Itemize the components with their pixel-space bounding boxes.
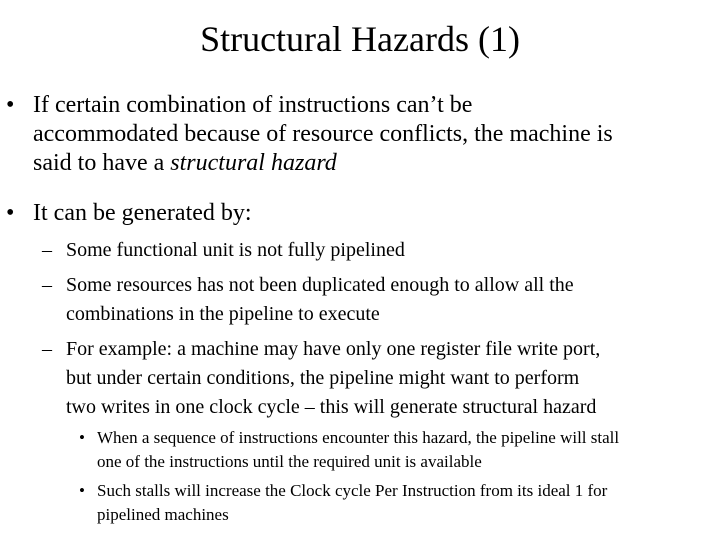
sub-bullet-text [66, 271, 720, 329]
bullet-marker: • [79, 428, 85, 447]
sub-bullet-line: combinations in the pipeline to execute [66, 303, 380, 325]
sub-bullet-resources-duplicated [0, 271, 720, 329]
sub-sub-bullet-text [97, 426, 720, 474]
bullet-line: accommodated because of resource conflicts, the machine is [33, 121, 613, 147]
sub-bullet-line: but under certain conditions, the pipeline might want to perform [66, 367, 580, 389]
sub-bullet-line: Some resources has not been duplicated enough to allow all the [66, 274, 574, 296]
bullet-line: It can be generated by: [33, 200, 252, 226]
bullet-text [33, 91, 720, 178]
bullet-line: If certain combination of instructions can’t be [33, 92, 473, 118]
dash-marker: – [42, 338, 52, 360]
sub-sub-bullet-line: Such stalls will increase the Clock cycle Per Instruction from its ideal 1 for [97, 481, 608, 500]
sub-sub-bullet-cpi [0, 479, 720, 527]
bullet-marker: • [6, 200, 15, 226]
sub-sub-bullet-line: When a sequence of instructions encounter this hazard, the pipeline will stall [97, 428, 620, 447]
sub-bullet-example [0, 335, 720, 422]
bullet-marker: • [6, 92, 15, 118]
sub-bullet-text [66, 335, 720, 422]
structural-hazard-term: structural hazard [170, 150, 337, 176]
sub-bullet-functional-unit [0, 236, 720, 265]
bullet-resource-conflicts [0, 91, 720, 178]
sub-sub-bullet-stall [0, 426, 720, 474]
sub-bullet-text [66, 236, 720, 265]
sub-bullet-line: For example: a machine may have only one register file write port, [66, 338, 601, 360]
dash-marker: – [42, 239, 52, 261]
sub-bullet-line: two writes in one clock cycle – this will generate structural hazard [66, 396, 597, 418]
sub-bullet-line: Some functional unit is not fully pipelined [66, 239, 405, 261]
bullet-generated-by [0, 199, 720, 228]
sub-sub-bullet-line: pipelined machines [97, 505, 229, 524]
bullet-marker: • [79, 481, 85, 500]
bullet-line-prefix: said to have a [33, 150, 171, 176]
sub-sub-bullet-line: one of the instructions until the required unit is available [97, 452, 482, 471]
bullet-text [33, 199, 720, 228]
sub-sub-bullet-text [97, 479, 720, 527]
bullet-line [33, 149, 720, 178]
dash-marker: – [42, 274, 52, 296]
slide-title: Structural Hazards (1) [200, 19, 520, 59]
